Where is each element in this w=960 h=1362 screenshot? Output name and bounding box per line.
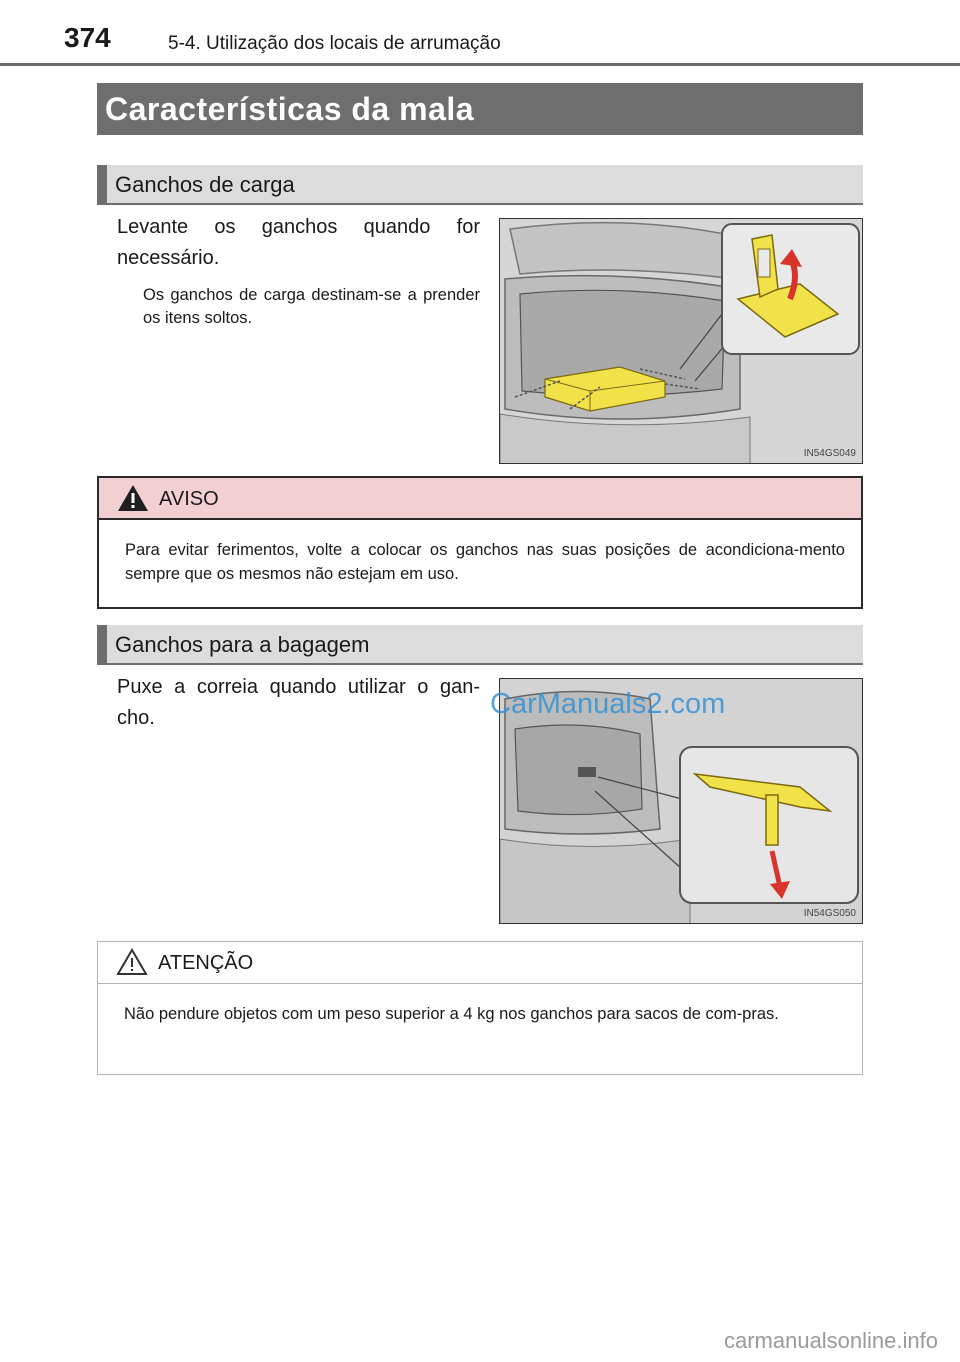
warning-box — [97, 476, 863, 609]
caution-box — [97, 941, 863, 1075]
section-heading-cargo-hooks: Ganchos de carga — [97, 165, 863, 205]
figure-code: IN54GS050 — [803, 908, 856, 919]
chapter-title: 5-4. Utilização dos locais de arrumação — [168, 33, 501, 54]
section1-note: Os ganchos de carga destinam-se a prender os itens soltos. — [143, 286, 480, 327]
site-watermark: CarManuals2.com — [490, 688, 726, 720]
caution-triangle-icon — [116, 948, 148, 976]
footer-watermark: carmanualsonline.info — [723, 1328, 938, 1353]
section2-body: Puxe a correia quando utilizar o gan-cho. — [117, 676, 480, 729]
warning-text: Para evitar ferimentos, volte a colocar os ganchos nas suas posições de acondiciona-mento sempre que os mesmos não estejam em uso. — [125, 541, 845, 583]
section1-body: Levante os ganchos quando for necessário. — [117, 216, 480, 269]
cargo-hook-illustration — [500, 219, 863, 464]
figure-cargo-hooks — [499, 218, 863, 464]
caution-header — [98, 942, 862, 984]
caution-text: Não pendure objetos com um peso superior a 4 kg nos ganchos para sacos de com-pras. — [124, 1005, 779, 1023]
caution-label: ATENÇÃO — [158, 952, 254, 974]
page-number: 374 — [64, 22, 111, 53]
page-title: Características da mala — [97, 83, 863, 135]
header-rule — [0, 63, 960, 66]
warning-triangle-icon — [117, 484, 149, 512]
warning-label: AVISO — [159, 488, 219, 510]
figure-code: IN54GS049 — [803, 448, 856, 459]
warning-header — [99, 478, 861, 520]
section-heading-bag-hooks: Ganchos para a bagagem — [97, 625, 863, 665]
